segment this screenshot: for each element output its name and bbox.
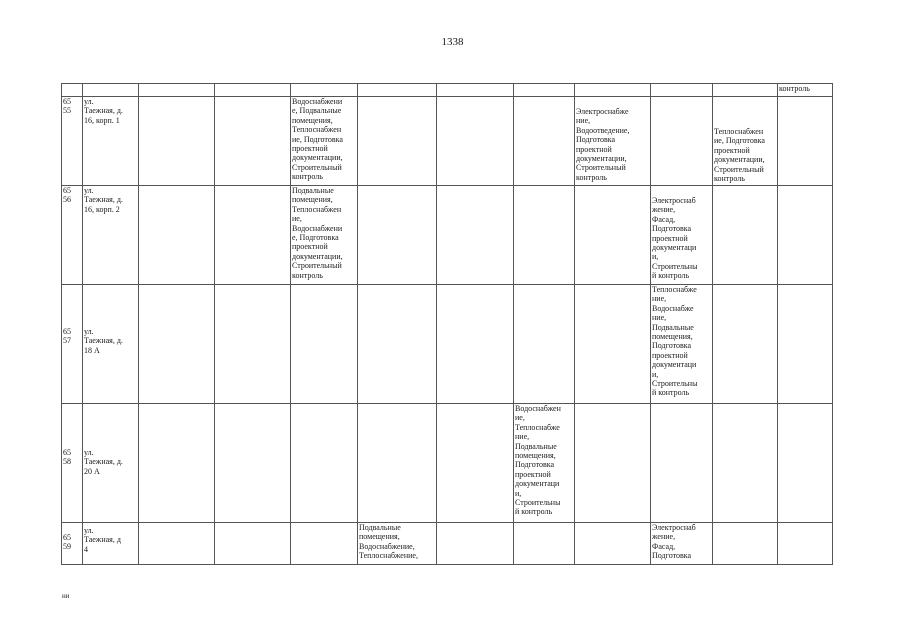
address-cell: ул. Таежная, д. 16, корп. 1: [83, 97, 139, 186]
row-number: 65 55: [62, 97, 83, 186]
work-list-cell: Электроснаб жение, Фасад, Подготовка: [651, 523, 713, 565]
work-list-cell: Электроснаб жение, Фасад, Подготовка проектной документаци и, Строительны й контроль: [651, 186, 713, 285]
address-cell: ул. Таежная, д. 16, корп. 2: [83, 186, 139, 285]
cell-text: контроль: [778, 84, 833, 97]
work-list-cell: Водоснабжен ие, Теплоснабже ние, Подвальные помещения, Подготовка проектной документаци и, Строительны й контроль: [514, 404, 575, 523]
work-list-cell: Водоснабжени е, Подвальные помещения, Теплоснабжен ие, Подготовка проектной документации, Строительный контроль: [291, 97, 358, 186]
table-row: [62, 523, 833, 565]
work-list-cell: Электроснабже ние, Водоотведение, Подготовка проектной документации, Строительный контроль: [575, 97, 651, 186]
work-list-cell: Подвальные помещения, Теплоснабжен ие, Водоснабжени е, Подготовка проектной документации, Строительный контроль: [291, 186, 358, 285]
table-row: [62, 186, 833, 285]
work-list-cell: Теплоснабжен ие, Подготовка проектной документации, Строительный контроль: [713, 97, 778, 186]
address-cell: ул. Таежная, д. 20 А: [83, 404, 139, 523]
work-list-cell: Подвальные помещения, Водоснабжение, Теплоснабжение,: [358, 523, 437, 565]
work-schedule-table: [61, 83, 833, 565]
row-number: 65 56: [62, 186, 83, 285]
table-row-continuation: [62, 84, 833, 97]
footer-text: ни: [62, 592, 70, 600]
row-number: 65 59: [62, 523, 83, 565]
table-row: [62, 285, 833, 404]
work-list-cell: Теплоснабже ние, Водоснабже ние, Подвальные помещения, Подготовка проектной документаци и, Строительны й контроль: [651, 285, 713, 404]
table-row: [62, 97, 833, 186]
table-row: [62, 404, 833, 523]
row-number: 65 57: [62, 285, 83, 404]
address-cell: ул. Таежная, д 4: [83, 523, 139, 565]
row-number: 65 58: [62, 404, 83, 523]
page-number: 1338: [441, 36, 464, 48]
address-cell: ул. Таежная, д. 18 А: [83, 285, 139, 404]
